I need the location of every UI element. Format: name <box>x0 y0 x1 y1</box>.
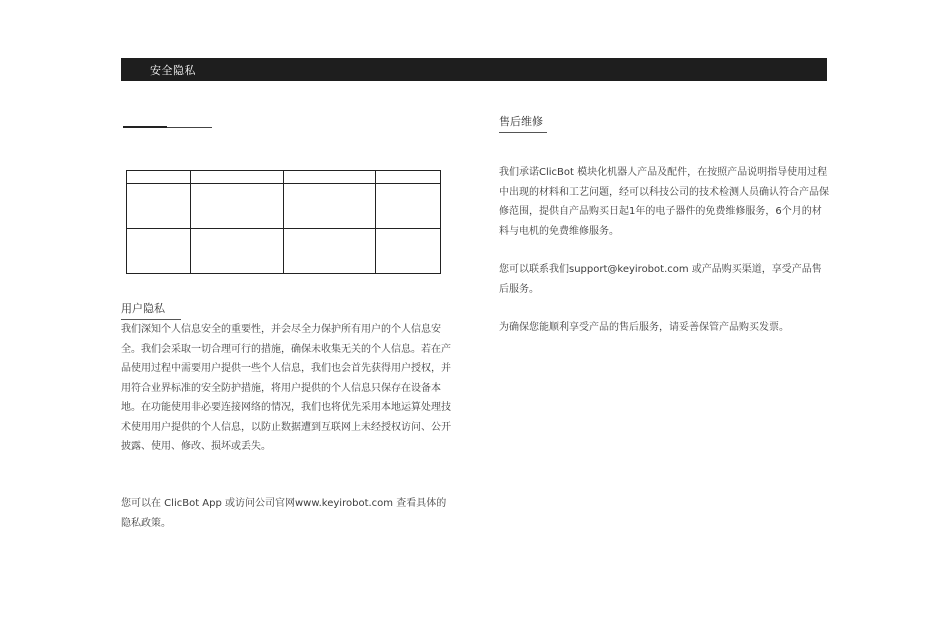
table-cell <box>376 184 441 229</box>
table-row <box>127 229 441 274</box>
service-heading: 售后维修 <box>499 113 547 133</box>
privacy-heading: 用户隐私 <box>121 300 181 320</box>
table-row <box>127 184 441 229</box>
table-header-cell <box>284 171 376 184</box>
table-cell <box>284 229 376 274</box>
warranty-paragraph: 我们承诺ClicBot 模块化机器人产品及配件，在按照产品说明指导使用过程中出现的材料和工艺问题，经可以科技公司的技术检测人员确认符合产品保修范围，提供自产品购买日起1年的电子器件的免费维修服务，6个月的材料与电机的免费维修服务。 <box>499 167 829 237</box>
table-header-cell <box>376 171 441 184</box>
contact-paragraph: 您可以联系我们support@keyirobot.com 或产品购买渠道，享受产品售后服务。 <box>499 264 822 295</box>
table-header-row <box>127 171 441 184</box>
header-title: 安全隐私 <box>150 64 196 77</box>
privacy-policy-paragraph: 您可以在 ClicBot App 或访问公司官网www.keyirobot.com 查看具体的隐私政策。 <box>121 498 447 529</box>
table-cell <box>376 229 441 274</box>
table-header-cell <box>191 171 284 184</box>
table-cell <box>191 184 284 229</box>
table-cell <box>191 229 284 274</box>
invoice-paragraph: 为确保您能顺利享受产品的售后服务，请妥善保管产品购买发票。 <box>499 322 789 333</box>
privacy-paragraph: 我们深知个人信息安全的重要性，并会尽全力保护所有用户的个人信息安全。我们会采取一切合理可行的措施，确保未收集无关的个人信息。若在产品使用过程中需要用户提供一些个人信息，我们也会首先获得用户授权，并用符合业界标准的安全防护措施，将用户提供的个人信息只保存在设备本地。在功能使用非必要连接网络的情况，我们也将优先采用本地运算处理技术使用用户提供的个人信息，以防止数据遭到互联网上未经授权访问、公开披露、使用、修改、损坏或丢失。 <box>121 324 451 452</box>
table-header-cell <box>127 171 191 184</box>
section-rule-accent <box>123 126 167 128</box>
info-table <box>126 170 441 274</box>
table-cell <box>284 184 376 229</box>
table-cell <box>127 184 191 229</box>
header-bar <box>121 58 827 81</box>
table-cell <box>127 229 191 274</box>
